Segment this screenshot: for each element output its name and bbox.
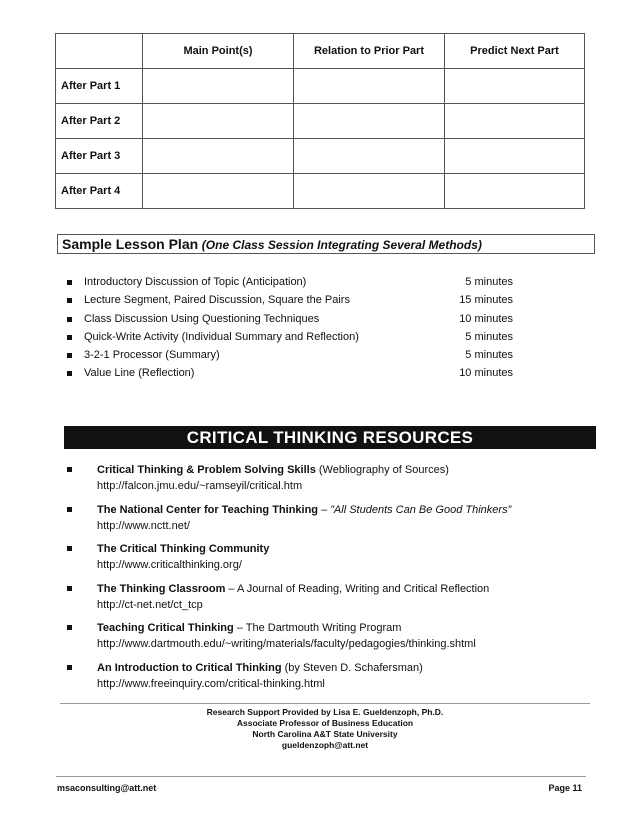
activity-duration: 10 minutes — [459, 312, 513, 325]
credit-divider — [60, 703, 590, 704]
table-cell — [294, 69, 445, 104]
list-item — [67, 349, 513, 367]
resource-description: ”All Students Can Be Good Thinkers” — [330, 503, 512, 516]
resource-url[interactable]: http://www.freeinquiry.com/critical-thinking.html — [97, 677, 325, 690]
list-item — [67, 581, 587, 621]
lesson-plan-header — [57, 234, 595, 254]
lesson-plan-subtitle: (One Class Session Integrating Several Methods) — [201, 238, 482, 252]
resource-url[interactable]: http://www.dartmouth.edu/~writing/materials/faculty/pedagogies/thinking.shtml — [97, 638, 476, 650]
list-item — [67, 541, 587, 581]
list-item — [67, 294, 513, 312]
bullet-square-icon — [67, 507, 72, 512]
table-cell — [294, 174, 445, 209]
credit-line: North Carolina A&T State University — [252, 729, 398, 739]
activity-text: Introductory Discussion of Topic (Anticipation) — [84, 276, 307, 288]
table-row-label: After Part 4 — [56, 174, 143, 209]
table-header-cell: Predict Next Part — [445, 34, 585, 69]
list-item — [67, 660, 587, 700]
list-item — [67, 367, 513, 385]
resources-banner: CRITICAL THINKING RESOURCES — [64, 426, 596, 449]
table-row — [56, 174, 585, 209]
list-item — [67, 331, 513, 349]
activity-text: Value Line (Reflection) — [84, 367, 195, 380]
table-header-cell: Main Point(s) — [143, 34, 294, 69]
table-row — [56, 69, 585, 104]
activity-duration: 5 minutes — [465, 349, 513, 362]
note-grid-table — [55, 33, 585, 209]
resource-description: A Journal of Reading, Writing and Critical Reflection — [236, 582, 490, 595]
lesson-plan-list — [67, 276, 513, 386]
list-item — [67, 462, 587, 502]
resource-separator: – — [233, 622, 246, 634]
activity-duration: 10 minutes — [459, 367, 513, 380]
credit-line: Associate Professor of Business Education — [236, 718, 414, 728]
bullet-square-icon — [67, 586, 72, 591]
activity-text: Quick-Write Activity (Individual Summary and Reflection) — [84, 330, 359, 343]
table-cell — [143, 139, 294, 174]
table-header-row — [56, 34, 585, 69]
activity-duration: 15 minutes — [459, 294, 513, 307]
resource-title: The Thinking Classroom — [97, 582, 226, 595]
table-row-label: After Part 2 — [56, 104, 143, 139]
activity-text: Class Discussion Using Questioning Techniques — [84, 312, 320, 325]
resource-title: An Introduction to Critical Thinking — [97, 661, 282, 674]
resource-description: (by Steven D. Schafersman) — [284, 661, 423, 674]
resource-separator: – — [318, 503, 331, 516]
table-cell — [143, 104, 294, 139]
table-cell — [445, 174, 585, 209]
table-row-label: After Part 3 — [56, 139, 143, 174]
table-cell — [294, 139, 445, 174]
footer-email[interactable]: msaconsulting@att.net — [57, 783, 157, 793]
footer-divider — [56, 776, 586, 777]
bullet-square-icon — [67, 298, 72, 303]
table-cell — [445, 104, 585, 139]
bullet-square-icon — [67, 546, 72, 551]
resources-list — [67, 462, 587, 699]
resource-description: (Webliography of Sources) — [318, 464, 449, 476]
credit-email[interactable]: gueldenzoph@att.net — [281, 740, 369, 750]
table-row-label: After Part 1 — [56, 69, 143, 104]
resource-separator: – — [225, 582, 237, 595]
resource-title: Teaching Critical Thinking — [97, 622, 234, 634]
table-header-cell: Relation to Prior Part — [294, 34, 445, 69]
table-cell — [143, 174, 294, 209]
activity-text: Lecture Segment, Paired Discussion, Square the Pairs — [84, 294, 350, 307]
table-cell — [445, 69, 585, 104]
table-cell — [445, 139, 585, 174]
table-cell — [143, 69, 294, 104]
bullet-square-icon — [67, 280, 72, 285]
bullet-square-icon — [67, 625, 72, 630]
activity-duration: 5 minutes — [465, 276, 513, 288]
activity-duration: 5 minutes — [465, 330, 513, 343]
resource-title: Critical Thinking & Problem Solving Skills — [97, 464, 316, 476]
resource-title: The Critical Thinking Community — [97, 543, 270, 555]
page-number: Page 11 — [548, 783, 582, 793]
resource-url[interactable]: http://ct-net.net/ct_tcp — [97, 598, 203, 611]
bullet-square-icon — [67, 353, 72, 358]
resource-description: The Dartmouth Writing Program — [245, 622, 402, 634]
table-row — [56, 104, 585, 139]
table-header-cell — [56, 34, 143, 69]
list-item — [67, 313, 513, 331]
research-credit — [60, 707, 590, 751]
list-item — [67, 502, 587, 542]
credit-line: Research Support Provided by Lisa E. Gueldenzoph, Ph.D. — [206, 707, 444, 717]
list-item — [67, 276, 513, 294]
table-cell — [294, 104, 445, 139]
lesson-plan-title: Sample Lesson Plan — [62, 236, 199, 252]
activity-text: 3-2-1 Processor (Summary) — [84, 349, 220, 362]
table-row — [56, 139, 585, 174]
bullet-square-icon — [67, 371, 72, 376]
bullet-square-icon — [67, 665, 72, 670]
resource-title: The National Center for Teaching Thinking — [97, 503, 319, 516]
bullet-square-icon — [67, 317, 72, 322]
list-item — [67, 620, 587, 660]
resource-url[interactable]: http://falcon.jmu.edu/~ramseyil/critical.htm — [97, 480, 303, 492]
resource-url[interactable]: http://www.criticalthinking.org/ — [97, 559, 242, 571]
bullet-square-icon — [67, 467, 72, 472]
bullet-square-icon — [67, 335, 72, 340]
resource-url[interactable]: http://www.nctt.net/ — [97, 519, 190, 532]
